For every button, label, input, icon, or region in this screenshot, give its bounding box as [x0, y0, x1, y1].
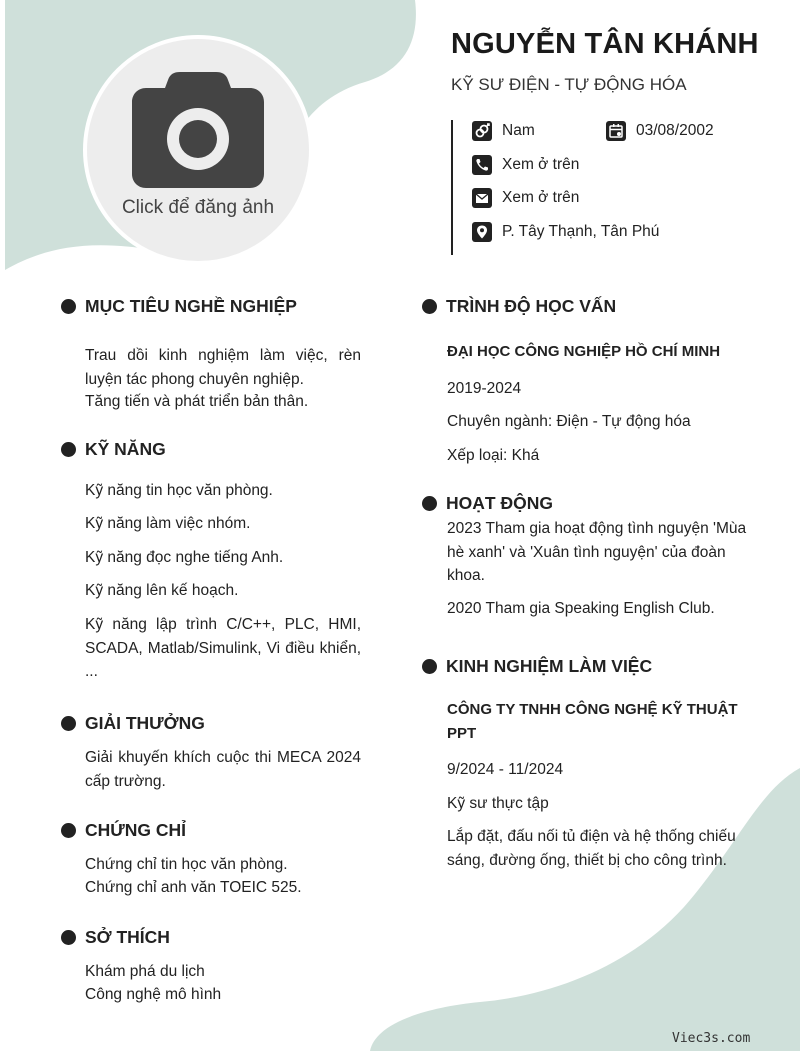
hobbies-heading — [61, 927, 170, 948]
experience-period: 9/2024 - 11/2024 — [447, 761, 564, 778]
bullet-dot — [61, 716, 76, 731]
bullet-dot — [61, 823, 76, 838]
education-heading — [422, 296, 616, 317]
certificate-item: Chứng chỉ anh văn TOEIC 525. — [85, 879, 302, 896]
avatar-upload[interactable] — [83, 35, 313, 265]
bullet-dot — [422, 496, 437, 511]
bullet-dot — [61, 930, 76, 945]
bullet-dot — [422, 659, 437, 674]
info-divider — [451, 120, 453, 255]
hobbies-heading-text: SỞ THÍCH — [85, 927, 170, 947]
camera-icon — [130, 72, 266, 192]
certificate-item: Chứng chỉ tin học văn phòng. — [85, 856, 288, 873]
bullet-dot — [61, 299, 76, 314]
calendar-icon — [606, 121, 626, 141]
photo-caption: Click để đăng ảnh — [121, 197, 275, 218]
objective-heading — [61, 296, 297, 317]
bullet-dot — [422, 299, 437, 314]
objective-text: Trau dồi kinh nghiệm làm việc, rèn luyện tác phong chuyên nghiệp. — [85, 347, 361, 388]
experience-role: Kỹ sư thực tập — [447, 795, 549, 812]
certificates-heading-text: CHỨNG CHỈ — [85, 820, 187, 840]
hobby-item: Công nghệ mô hình — [85, 986, 222, 1003]
address-value: P. Tây Thạnh, Tân Phú — [502, 223, 660, 240]
school-name: ĐẠI HỌC CÔNG NGHIỆP HỒ CHÍ MINH — [447, 343, 721, 360]
mail-icon — [472, 188, 492, 208]
skill-item: Kỹ năng đọc nghe tiếng Anh. — [85, 549, 284, 566]
phone-value: Xem ở trên — [502, 156, 580, 173]
certificates-heading — [61, 820, 186, 841]
activities-heading-text: HOẠT ĐỘNG — [446, 493, 553, 513]
education-heading-text: TRÌNH ĐỘ HỌC VẤN — [446, 296, 617, 316]
email-row — [472, 188, 579, 208]
brand-watermark: Viec3s.com — [672, 1031, 751, 1046]
skills-heading — [61, 439, 166, 460]
gender-icon — [472, 121, 492, 141]
awards-heading — [61, 713, 205, 734]
experience-description: Lắp đặt, đấu nối tủ điện và hệ thống chiếu sáng, đường ống, thiết bị cho công trình. — [447, 828, 736, 869]
birthday-value: 03/08/2002 — [636, 122, 714, 139]
job-title: KỸ SƯ ĐIỆN - TỰ ĐỘNG HÓA — [451, 75, 687, 94]
gender-row — [472, 121, 535, 141]
objective-heading-text: MỤC TIÊU NGHỀ NGHIỆP — [85, 296, 297, 316]
skill-item: Kỹ năng lập trình C/C++, PLC, HMI, SCADA, Matlab/Simulink, Vi điều khiển, ... — [85, 616, 361, 680]
phone-icon — [472, 155, 492, 175]
birthday-row — [606, 121, 714, 141]
skill-item: Kỹ năng lên kế hoạch. — [85, 582, 239, 599]
bullet-dot — [61, 442, 76, 457]
location-pin-icon — [472, 222, 492, 242]
company-name: CÔNG TY TNHH CÔNG NGHỆ KỸ THUẬT PPT — [447, 701, 738, 742]
award-text: Giải khuyến khích cuộc thi MECA 2024 cấp trường. — [85, 749, 361, 790]
address-row — [472, 222, 659, 242]
objective-text-2: Tăng tiến và phát triển bản thân. — [85, 393, 309, 410]
awards-heading-text: GIẢI THƯỞNG — [85, 713, 205, 733]
skill-item: Kỹ năng làm việc nhóm. — [85, 515, 251, 532]
candidate-name: NGUYỄN TÂN KHÁNH — [451, 28, 759, 60]
email-value: Xem ở trên — [502, 189, 580, 206]
education-years: 2019-2024 — [447, 380, 522, 397]
gender-value: Nam — [502, 122, 535, 139]
education-major: Chuyên ngành: Điện - Tự động hóa — [447, 413, 691, 430]
hobby-item: Khám phá du lịch — [85, 963, 205, 980]
activities-heading — [422, 493, 553, 514]
experience-heading-text: KINH NGHIỆM LÀM VIỆC — [446, 656, 653, 676]
skill-item: Kỹ năng tin học văn phòng. — [85, 482, 273, 499]
activity-item: 2020 Tham gia Speaking English Club. — [447, 600, 715, 617]
experience-heading — [422, 656, 652, 677]
education-grade: Xếp loại: Khá — [447, 447, 540, 464]
phone-row — [472, 155, 579, 175]
skills-heading-text: KỸ NĂNG — [85, 439, 166, 459]
activity-item: 2023 Tham gia hoạt động tình nguyện 'Mùa hè xanh' và 'Xuân tình nguyện' của đoàn khoa. — [447, 520, 747, 584]
